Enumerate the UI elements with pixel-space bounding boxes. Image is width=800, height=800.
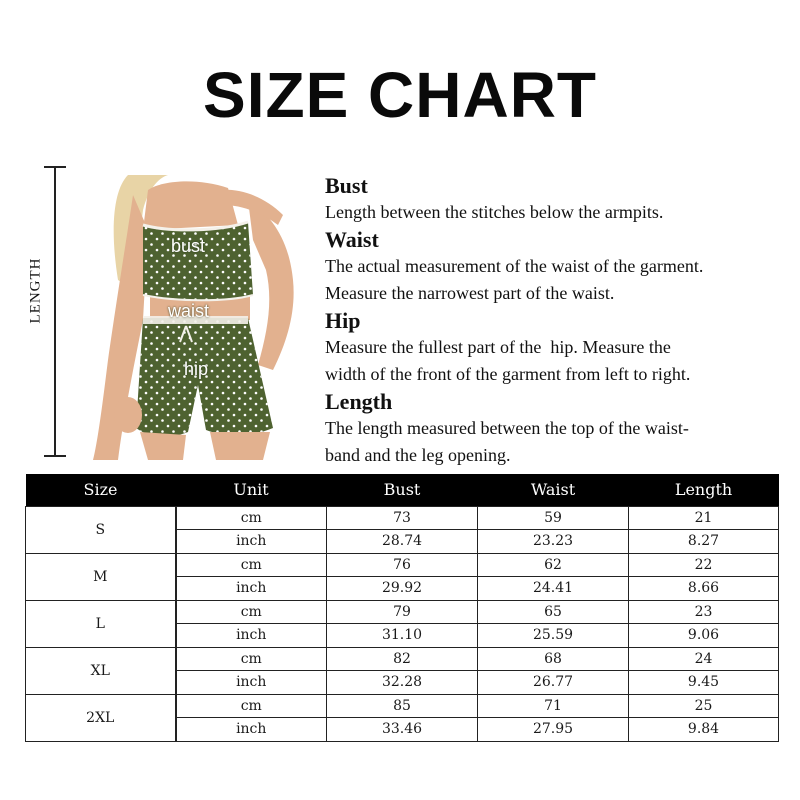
unit-cell: cm (176, 600, 327, 624)
waist-value-cell: 65 (478, 600, 629, 624)
length-value-cell: 23 (629, 600, 779, 624)
size-cell: XL (26, 647, 176, 694)
length-value-cell: 9.45 (629, 671, 779, 695)
length-line (54, 167, 56, 457)
length-value-cell: 9.84 (629, 718, 779, 742)
hip-label: hip (184, 359, 209, 379)
waist-value-cell: 68 (478, 647, 629, 671)
unit-cell: inch (176, 577, 327, 601)
length-value-cell: 22 (629, 553, 779, 577)
waist-value-cell: 23.23 (478, 530, 629, 554)
table-row (26, 694, 779, 718)
description-hip (325, 307, 785, 388)
bust-value-cell: 85 (327, 694, 478, 718)
table-row (26, 647, 779, 671)
description-heading: Length (325, 389, 393, 414)
header-size: Size (26, 474, 176, 506)
bust-value-cell: 73 (327, 506, 478, 530)
garment-illustration (88, 170, 310, 460)
header-unit: Unit (176, 474, 327, 506)
bust-value-cell: 76 (327, 553, 478, 577)
unit-cell: inch (176, 530, 327, 554)
description-text: Measure the narrowest part of the waist. (325, 283, 615, 303)
size-cell: M (26, 553, 176, 600)
length-value-cell: 21 (629, 506, 779, 530)
measurement-descriptions (325, 172, 785, 469)
description-heading: Bust (325, 173, 368, 198)
bust-value-cell: 79 (327, 600, 478, 624)
bust-value-cell: 33.46 (327, 718, 478, 742)
bust-value-cell: 82 (327, 647, 478, 671)
description-text: band and the leg opening. (325, 445, 511, 465)
description-text: width of the front of the garment from left to right. (325, 364, 691, 384)
size-cell: L (26, 600, 176, 647)
description-heading: Hip (325, 308, 361, 333)
waist-value-cell: 71 (478, 694, 629, 718)
unit-cell: inch (176, 671, 327, 695)
description-waist (325, 226, 785, 307)
unit-cell: cm (176, 694, 327, 718)
size-cell: 2XL (26, 694, 176, 741)
waist-value-cell: 62 (478, 553, 629, 577)
description-heading: Waist (325, 227, 379, 252)
page-title: SIZE CHART (203, 59, 597, 131)
length-value-cell: 24 (629, 647, 779, 671)
bust-value-cell: 28.74 (327, 530, 478, 554)
length-value-cell: 8.27 (629, 530, 779, 554)
header-length: Length (629, 474, 779, 506)
description-text: Length between the stitches below the armpits. (325, 202, 664, 222)
bust-value-cell: 29.92 (327, 577, 478, 601)
size-cell: S (26, 506, 176, 553)
unit-cell: cm (176, 647, 327, 671)
length-cap-bottom (44, 455, 66, 457)
unit-cell: inch (176, 624, 327, 648)
table-header-row (26, 474, 779, 506)
unit-cell: cm (176, 553, 327, 577)
waist-label: waist (168, 301, 210, 321)
waist-value-cell: 27.95 (478, 718, 629, 742)
length-value-cell: 9.06 (629, 624, 779, 648)
waist-value-cell: 26.77 (478, 671, 629, 695)
table-row (26, 553, 779, 577)
description-length (325, 388, 785, 469)
table-row (26, 600, 779, 624)
waist-value-cell: 59 (478, 506, 629, 530)
unit-cell: inch (176, 718, 327, 742)
length-value-cell: 8.66 (629, 577, 779, 601)
bust-value-cell: 32.28 (327, 671, 478, 695)
header-waist: Waist (478, 474, 629, 506)
waist-value-cell: 24.41 (478, 577, 629, 601)
unit-cell: cm (176, 506, 327, 530)
description-text: Measure the fullest part of the hip. Measure the (325, 337, 671, 357)
bust-label: bust (171, 236, 206, 256)
description-text: The actual measurement of the waist of the garment. (325, 256, 704, 276)
description-bust (325, 172, 785, 226)
table-row (26, 506, 779, 530)
bust-value-cell: 31.10 (327, 624, 478, 648)
waist-value-cell: 25.59 (478, 624, 629, 648)
header-bust: Bust (327, 474, 478, 506)
size-table (25, 474, 779, 742)
length-value-cell: 25 (629, 694, 779, 718)
description-text: The length measured between the top of the waist- (325, 418, 689, 438)
